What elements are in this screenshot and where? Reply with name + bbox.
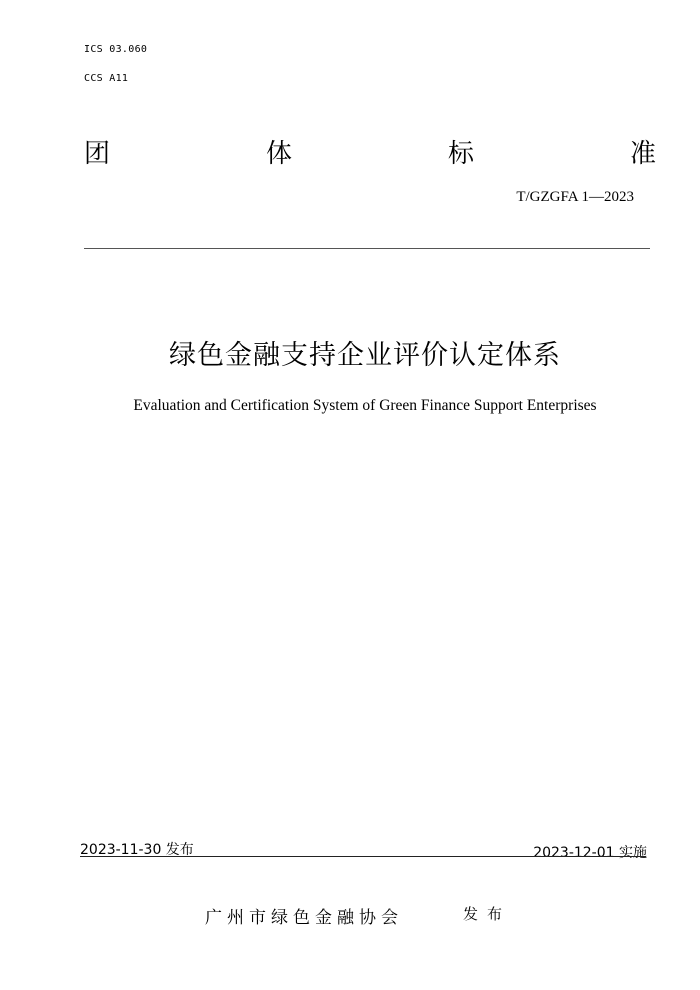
standard-code: T/GZGFA 1—2023 (516, 189, 634, 205)
standard-type-char: 团 (84, 139, 111, 169)
footer-divider (80, 856, 646, 857)
implement-date: 2023-12-01 实施 (533, 845, 647, 861)
ccs-code: CCS A11 (84, 73, 129, 84)
ics-code: ICS 03.060 (84, 44, 148, 55)
standard-type-char: 体 (265, 139, 292, 169)
document-title-chinese: 绿色金融支持企业评价认定体系 (169, 340, 561, 371)
standard-type-char: 标 (447, 139, 474, 169)
publisher-name: 广州市绿色金融协会 (205, 908, 403, 928)
document-title-english: Evaluation and Certification System of Green Finance Support Enterprises (133, 397, 597, 414)
header-divider (84, 248, 650, 249)
standard-type-heading (84, 136, 656, 172)
publish-label: 发布 (463, 905, 512, 923)
standard-type-char: 准 (629, 139, 656, 169)
publish-date: 2023-11-30 发布 (80, 842, 194, 858)
